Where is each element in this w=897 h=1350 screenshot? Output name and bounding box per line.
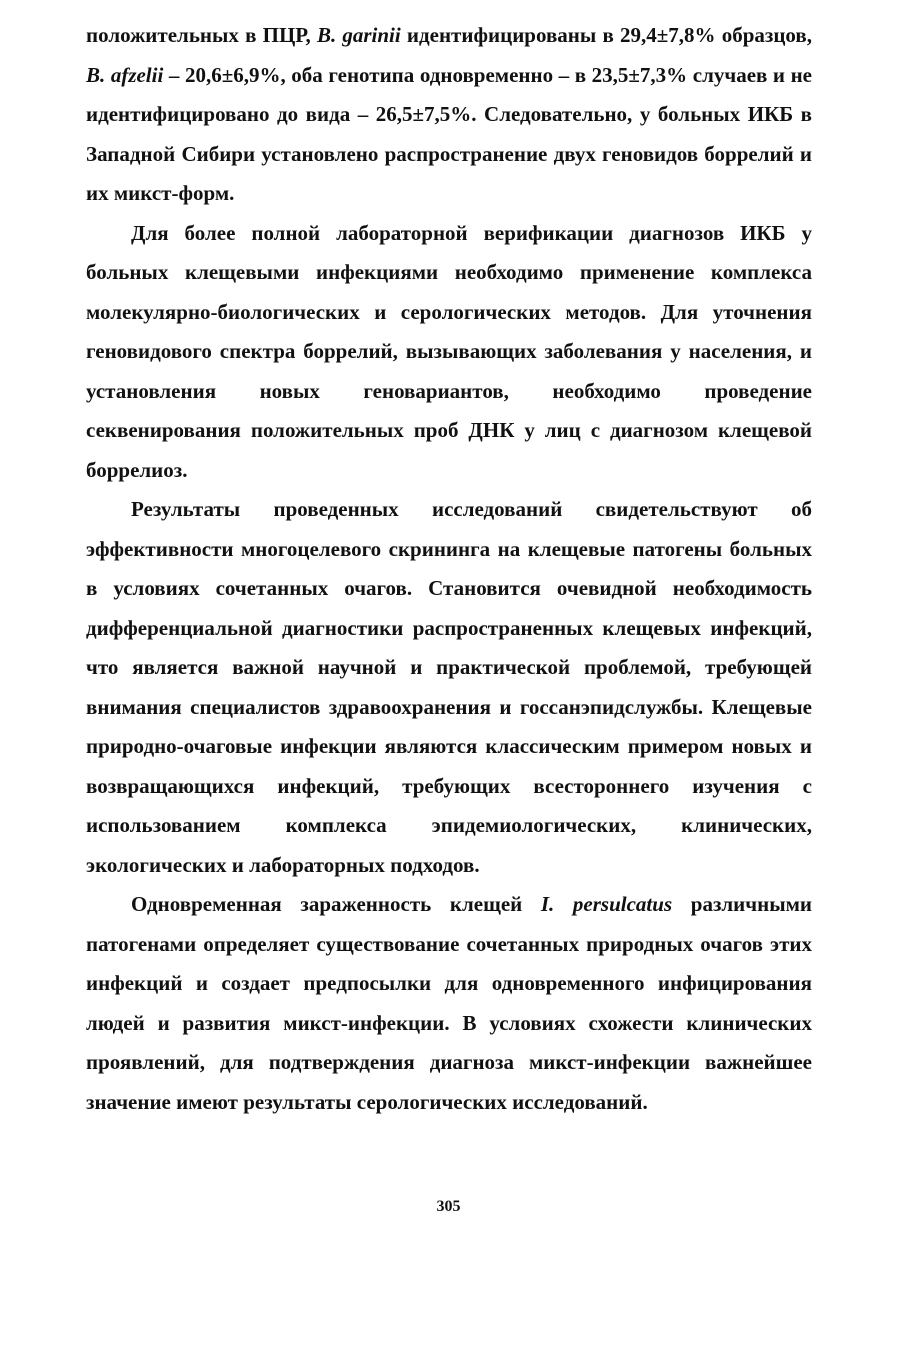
p2-seg-0: Для более полной лабораторной верификации диагнозов ИКБ у больных клещевыми инфекциями необходимо применение комплекса молекулярно-биологических и серологических методов. Для уточнения геновидового спектра боррелий, вызывающих заболевания у населения, и установления новых геновариантов, необходимо проведение секвенирования положительных проб ДНК у лиц с диагнозом клещевой боррелиоз. — [86, 220, 812, 482]
paragraph-4 — [86, 885, 812, 1122]
p1-seg-0: положительных в ПЦР, — [86, 23, 317, 47]
p4-seg-1-species: I. persulcatus — [540, 892, 673, 916]
p1-seg-3-species: B. afzelii — [86, 62, 164, 87]
page-number: 305 — [436, 1198, 461, 1215]
paragraph-2 — [86, 214, 812, 491]
p4-seg-0: Одновременная зараженность клещей — [131, 892, 541, 916]
paragraph-3 — [86, 490, 812, 885]
p4-seg-2: различными патогенами определяет существование сочетанных природных очагов этих инфекций и создает предпосылки для одновременного инфицирования людей и развития микст-инфекции. В условиях схожести клинических проявлений, для подтверждения диагноза микст-инфекции важнейшее значение имеют результаты серологических исследований. — [86, 892, 813, 1114]
p1-seg-4: – 20,6±6,9%, оба генотипа одновременно – в 23,5±7,3% случаев и не идентифицировано до вида – 26,5±7,5%. Следовательно, у больных ИКБ в Западной Сибири установлено распространение двух геновидов боррелий и их микст-форм. — [86, 62, 813, 205]
p1-seg-2: идентифицированы в 29,4±7,8% образцов, — [400, 23, 812, 47]
paragraph-1 — [86, 16, 812, 214]
p3-seg-0: Результаты проведенных исследований свидетельствуют об эффективности многоцелевого скрининга на клещевые патогены больных в условиях сочетанных очагов. Становится очевидной необходимость дифференциальной диагностики распространенных клещевых инфекций, что является важной научной и практической проблемой, требующей внимания специалистов здравоохранения и госсанэпидслужбы. Клещевые природно-очаговые инфекции являются классическим примером новых и возвращающихся инфекций, требующих всестороннего изучения с использованием комплекса эпидемиологических, клинических, экологических и лабораторных подходов. — [86, 497, 812, 877]
p1-seg-1-species: B. garinii — [316, 23, 401, 47]
document-body — [86, 16, 812, 1122]
